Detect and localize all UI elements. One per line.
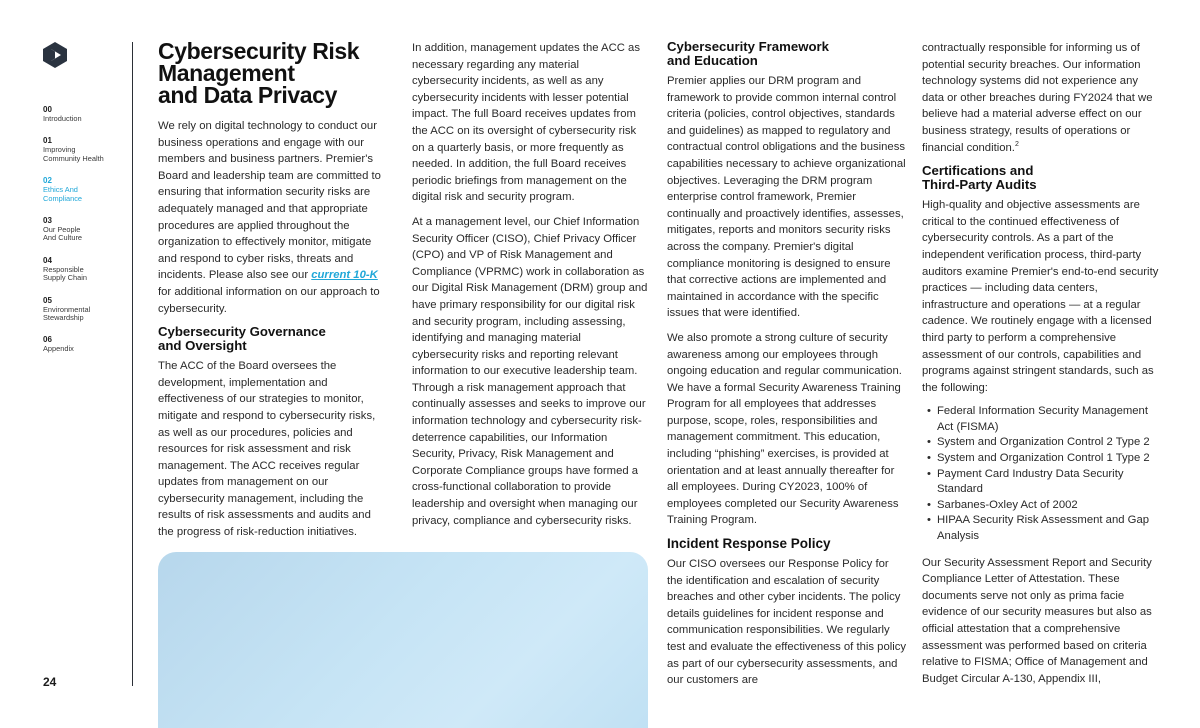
nav-item-label: Environmental Stewardship xyxy=(43,304,91,323)
intro-paragraph xyxy=(158,118,382,317)
certifications-paragraph: High-quality and objective assessments are critical to the continued effectiveness of cybersecurity controls. As a part of the independent verification process, third-party auditors examine Premier's end-to-end security practices — including data centers, infrastructure and operations — at a regular cadence. We routinely engage with a licensed third party to perform a comprehensive assessment of our controls, capabilities and programs against stringent standards, such as the following: xyxy=(922,199,1159,394)
incident-paragraph: Our CISO oversees our Response Policy for the identification and escalation of security breaches and other cyber incidents. The policy details guidelines for incident response and communication responsibilities. We regularly test and evaluate the effectiveness of this policy as part of our cybersecurity assessments, and our customers are xyxy=(667,558,907,687)
list-item: • Payment Card Industry Data Security Standard xyxy=(922,467,1162,498)
nav-item-environmental[interactable] xyxy=(43,296,128,323)
nav-item-number: 02 xyxy=(43,176,52,186)
governance-heading: Cybersecurity Governance and Oversight xyxy=(158,324,326,354)
nav-item-supply-chain[interactable] xyxy=(43,256,128,283)
column-1 xyxy=(158,40,382,549)
nav-item-label: Our People And Culture xyxy=(43,225,83,243)
governance-paragraph: The ACC of the Board oversees the development, implementation and effectiveness of our strategies to monitor, mitigate and respond to cybersecurity risks, as well as our procedures, policies and resources for risk assessment and risk management. The ACC receives regular updates from management on our cybersecurity management, including the results of risk assessments and audits and the progress of risk-reduction initiatives. xyxy=(158,360,376,539)
standards-list xyxy=(922,404,1162,544)
nav-item-ethics-compliance[interactable] xyxy=(43,176,128,203)
framework-paragraph: Premier applies our DRM program and framework to provide common internal control criteria (policies, control objectives, standards and guidelines) as mapped to regulatory and contractual control obligations and the business capabilities necessary to achieve organizational objectives. Leveraging the DRM program enterprise control framework, Premier continually and proactively identifies, assesses, mitigates, reports and monitors security risks across the company. Premier's digital compliance monitoring is designed to ensure that corrective actions are implemented and maintained in accordance with the specific issues that were identified. xyxy=(667,75,906,320)
column-2 xyxy=(412,40,648,537)
list-item: • HIPAA Security Risk Assessment and Gap Analysis xyxy=(922,513,1162,544)
hero-image xyxy=(158,552,648,728)
list-item: • Federal Information Security Management Act (FISMA) xyxy=(922,404,1162,435)
breach-text: contractually responsible for informing us of potential security breaches. Our information technology systems did not experience any data or other breaches during FY2024 that we believe had a material adverse effect on our business strategy, results of operations or financial condition. xyxy=(922,42,1153,154)
nav-item-community-health[interactable] xyxy=(43,136,128,163)
divider xyxy=(132,42,133,686)
certifications-heading: Certifications and Third-Party Audits xyxy=(922,163,1037,193)
list-item: • Sarbanes-Oxley Act of 2002 xyxy=(922,498,1162,514)
list-item: • System and Organization Control 1 Type 2 xyxy=(922,451,1162,467)
nav-item-introduction[interactable] xyxy=(43,105,128,123)
framework-heading: Cybersecurity Framework and Education xyxy=(667,39,829,68)
nav-item-number: 06 xyxy=(43,335,52,345)
page-number: 24 xyxy=(43,675,57,689)
incident-heading: Incident Response Policy xyxy=(667,536,831,552)
nav-item-label: Introduction xyxy=(43,114,82,123)
column-3 xyxy=(667,40,907,697)
nav-item-label: Ethics And Compliance xyxy=(43,185,83,203)
attestation-paragraph: Our Security Assessment Report and Security Compliance Letter of Attestation. These documents serve not only as prima facie evidence of our security measures but also as official attestation that a comprehensive assessment was performed based on criteria relative to FISMA; Office of Management and Budget Circular A-130, Appendix III, xyxy=(922,556,1152,685)
board-updates-paragraph: In addition, management updates the ACC as necessary regarding any material cybersecurity incidents, as well as any cybersecurity incidents with lesser potential impact. The full Board receives updates from the ACC on its oversight of cybersecurity risk on a quarterly basis, or more frequently as needed. In addition, the full Board receives periodic briefings from management on the digital risk and security program. xyxy=(412,42,640,204)
nav-item-label: Improving Community Health xyxy=(43,145,104,163)
nav-item-number: 00 xyxy=(43,105,52,114)
nav-item-number: 01 xyxy=(43,136,52,146)
nav-item-label: Responsible Supply Chain xyxy=(43,264,87,283)
nav-item-people-culture[interactable] xyxy=(43,216,128,243)
intro-text: We rely on digital technology to conduct our business operations and engage with our members and business partners. Premier's Board and leadership team are committed to ensuring that information security risks are adequately managed and that appropriate procedures are applied throughout the organization to effectively monitor, mitigate and respond to cyber risks, threats and incidents. Please also see our xyxy=(158,120,381,282)
list-item: • System and Organization Control 2 Type 2 xyxy=(922,435,1162,451)
nav-item-number: 03 xyxy=(43,216,52,226)
breach-paragraph xyxy=(922,40,1162,156)
management-paragraph: At a management level, our Chief Information Security Officer (CISO), Chief Privacy Officer (CPO) and VP of Risk Management and Compliance (VPRMC) work in collaboration as our Digital Risk Management (DRM) group and have primary responsibility for our digital risk and security program, including assessing, identifying and managing material cybersecurity risks and reporting relevant information to our executive leadership team. Through a risk management approach that continually assesses and seeks to improve our information technology and cybersecurity risk-deterrence capabilities, our Information Security, Privacy, Risk Management and Corporate Compliance groups have formed a cross-functional collaboration to provide leadership and oversight when managing our privacy, compliance and cybersecurity risks. xyxy=(412,215,648,527)
awareness-paragraph: We also promote a strong culture of security awareness among our employees through ongoing education and regular communication. We have a formal Security Awareness Training Program for all employees that addresses purpose, scope, roles, responsibilities and management commitment. This education, including “phishing” exercises, is provided at orientation and at least annually thereafter for all employees. During CY2023, 100% of employees completed our Security Awareness Training Program. xyxy=(667,331,902,527)
intro-text-end: for additional information on our approach to cybersecurity. xyxy=(158,285,380,315)
nav-item-number: 05 xyxy=(43,295,52,305)
column-4 xyxy=(922,40,1162,695)
10k-link[interactable]: current 10-K xyxy=(311,269,378,282)
nav-item-label: Appendix xyxy=(43,344,74,354)
nav-item-appendix[interactable] xyxy=(43,335,128,353)
page-title: Cybersecurity Risk Management and Data Privacy xyxy=(158,38,360,108)
section-nav xyxy=(43,105,128,367)
nav-item-number: 04 xyxy=(43,255,52,265)
footnote-marker[interactable]: 2 xyxy=(1014,140,1019,148)
company-logo-icon xyxy=(42,41,68,69)
